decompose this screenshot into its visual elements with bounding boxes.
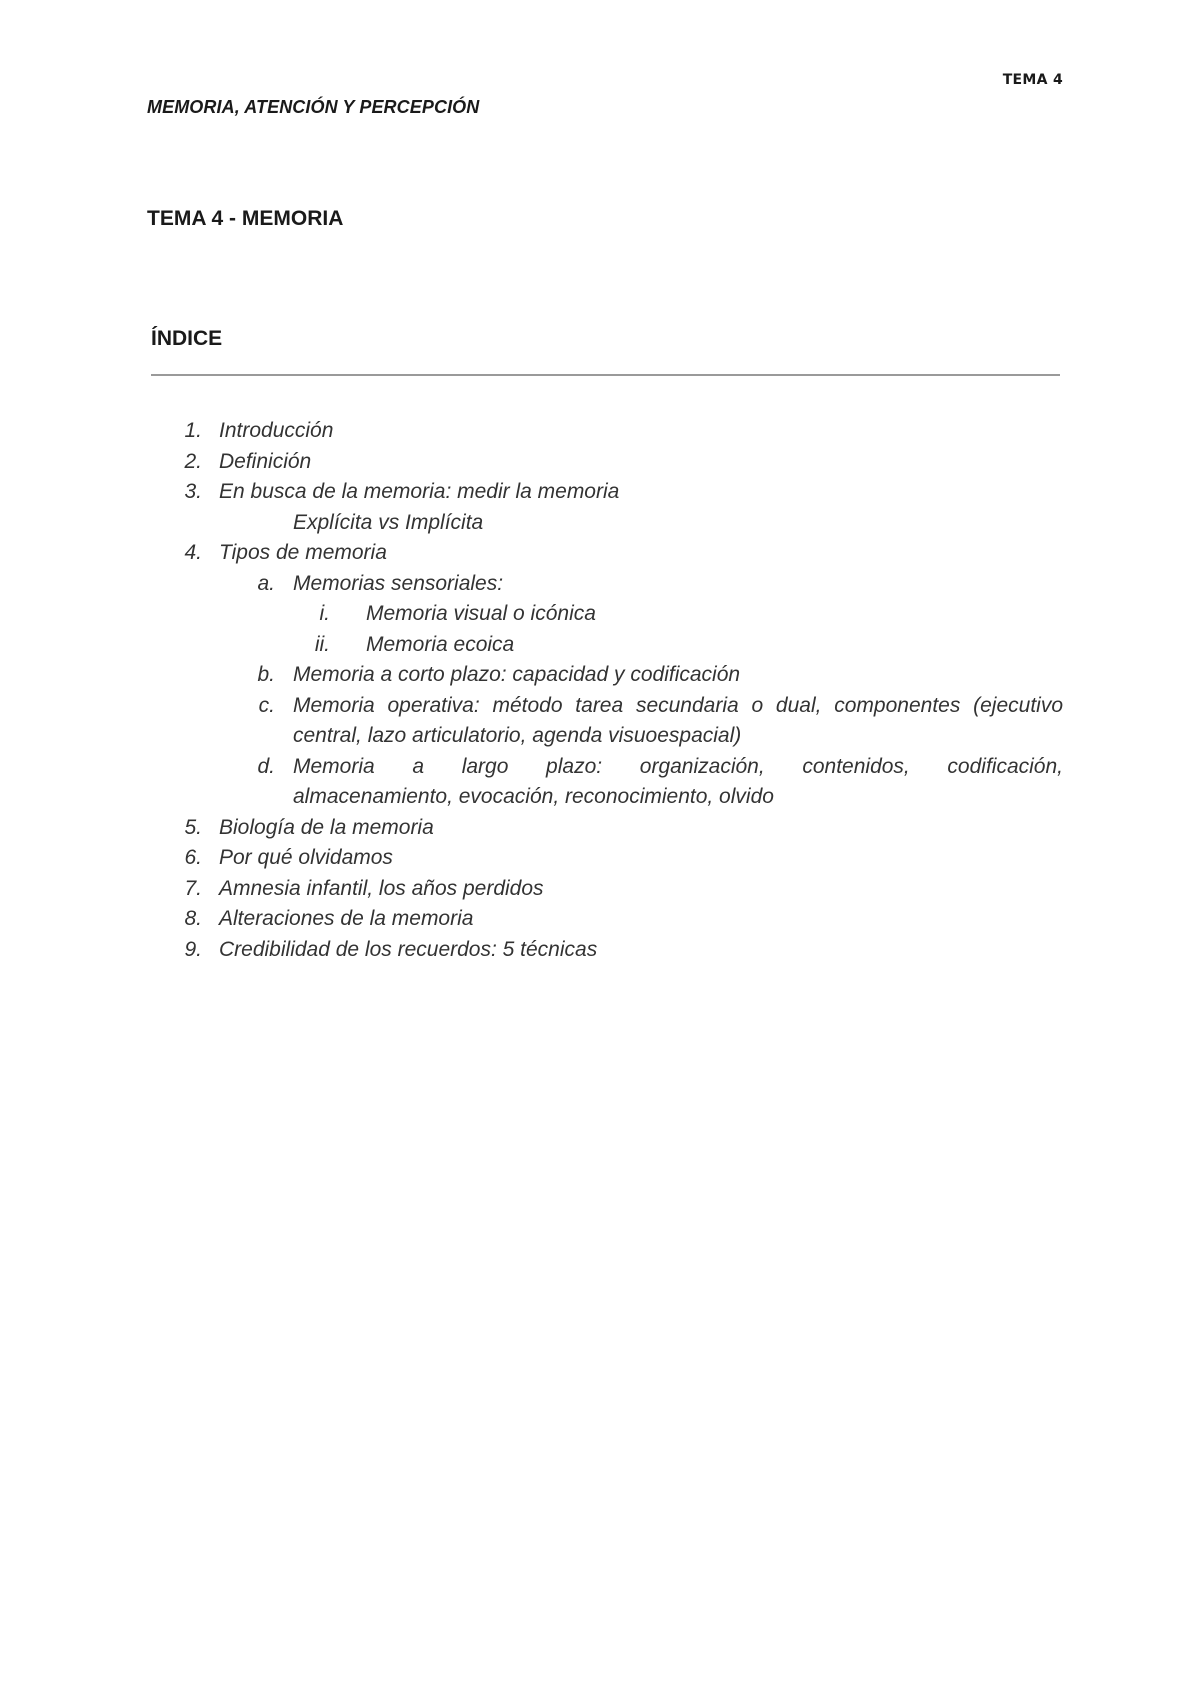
toc-subsubitem-memoria-ecoica <box>0 630 1200 661</box>
toc-item-label: Introducción <box>219 419 334 442</box>
toc-item-number: i. <box>319 602 330 625</box>
toc-item-number: a. <box>257 571 275 595</box>
toc-item-label: Amnesia infantil, los años perdidos <box>219 876 544 900</box>
index-heading: ÍNDICE <box>151 327 223 350</box>
toc-item-number: 6. <box>184 846 202 869</box>
document-title: TEMA 4 - MEMORIA <box>147 207 344 230</box>
toc-item-label: Biología de la memoria <box>219 815 434 839</box>
toc-item-label: Tipos de memoria <box>219 541 387 564</box>
toc-item-number: 8. <box>184 907 202 930</box>
toc-item-number: b. <box>257 663 275 686</box>
toc-item-label: Por qué olvidamos <box>219 846 393 869</box>
toc-item-label: Definición <box>219 449 312 473</box>
toc-item-tipos-de-memoria <box>0 538 1200 569</box>
toc-item-number: 2. <box>184 449 202 473</box>
toc-item-number: 7. <box>184 876 202 900</box>
toc-item-label: En busca de la memoria: medir la memoria <box>219 480 620 503</box>
toc-item-continuation <box>0 721 1200 752</box>
toc-item-label: Memoria operativa: método tarea secundaria o dual, componentes (ejecutivo <box>293 693 1063 717</box>
toc-item-label: Memoria visual o icónica <box>366 602 596 625</box>
toc-item-number: 1. <box>184 419 202 442</box>
running-header-topic: TEMA 4 <box>1002 72 1063 88</box>
toc-item-label: Credibilidad de los recuerdos: 5 técnicas <box>219 937 598 961</box>
toc-subitem-memoria-operativa <box>0 691 1200 722</box>
toc-item-definicion <box>0 447 1200 478</box>
toc-item-label: Memoria ecoica <box>366 632 515 656</box>
toc-item-label: Alteraciones de la memoria <box>219 907 474 930</box>
toc-item-label: Memoria a corto plazo: capacidad y codificación <box>293 663 741 686</box>
toc-item-credibilidad <box>0 935 1200 966</box>
toc-item-amnesia-infantil <box>0 874 1200 905</box>
toc-subitem-memorias-sensoriales <box>0 569 1200 600</box>
toc-item-continuation <box>0 508 1200 539</box>
toc-item-number: 9. <box>184 937 202 961</box>
toc-item-label: Memoria a largo plazo: organización, contenidos, codificación, <box>293 754 1063 778</box>
toc-subitem-largo-plazo <box>0 752 1200 783</box>
table-of-contents <box>0 416 1200 965</box>
toc-item-continuation <box>0 782 1200 813</box>
toc-item-label: almacenamiento, evocación, reconocimiento, olvido <box>293 785 774 808</box>
toc-item-label: central, lazo articulatorio, agenda visuoespacial) <box>293 724 742 747</box>
toc-item-number: 5. <box>184 815 202 839</box>
index-divider <box>151 374 1060 376</box>
toc-item-alteraciones <box>0 904 1200 935</box>
toc-item-biologia <box>0 813 1200 844</box>
toc-item-number: 3. <box>184 480 202 503</box>
toc-item-por-que-olvidamos <box>0 843 1200 874</box>
toc-item-label: Memorias sensoriales: <box>293 571 504 595</box>
running-header-course: MEMORIA, ATENCIÓN Y PERCEPCIÓN <box>147 97 480 117</box>
toc-item-number: d. <box>257 754 275 778</box>
toc-item-label: Explícita vs Implícita <box>293 510 484 534</box>
toc-item-introduccion <box>0 416 1200 447</box>
toc-subsubitem-memoria-iconica <box>0 599 1200 630</box>
toc-item-number: c. <box>258 693 275 717</box>
toc-item-medir-la-memoria <box>0 477 1200 508</box>
toc-item-number: 4. <box>184 541 202 564</box>
toc-item-number: ii. <box>314 632 330 656</box>
toc-subitem-corto-plazo <box>0 660 1200 691</box>
